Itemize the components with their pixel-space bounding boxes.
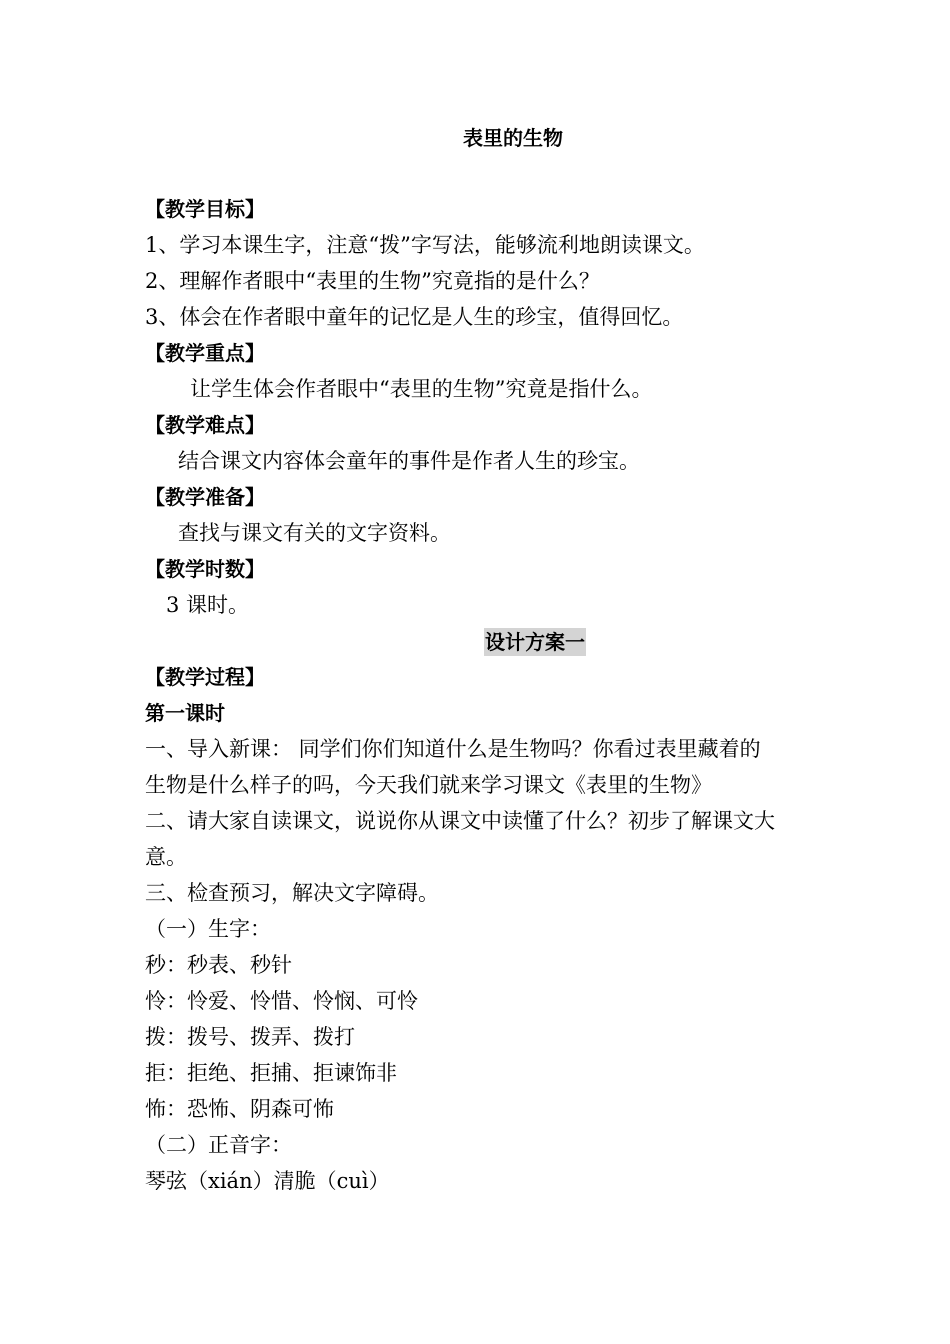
process-heading: 【教学过程】 bbox=[145, 665, 265, 689]
process-line-4: 意。 bbox=[145, 845, 187, 869]
key-point-heading: 【教学重点】 bbox=[145, 341, 265, 365]
process-line-8: 怜：怜爱、怜惜、怜悯、可怜 bbox=[145, 989, 418, 1013]
process-line-2: 生物是什么样子的吗，今天我们就来学习课文《表里的生物》 bbox=[145, 773, 712, 797]
difficulty-heading: 【教学难点】 bbox=[145, 413, 265, 437]
process-line-7: 秒：秒表、秒针 bbox=[145, 953, 292, 977]
process-line-11: 怖：恐怖、阴森可怖 bbox=[145, 1097, 334, 1121]
process-line-3: 二、请大家自读课文，说说你从课文中读懂了什么？初步了解课文大 bbox=[145, 809, 775, 833]
hours-heading: 【教学时数】 bbox=[145, 557, 265, 581]
process-line-10: 拒：拒绝、拒捕、拒谏饰非 bbox=[145, 1061, 397, 1085]
process-line-13: 琴弦（xián）清脆（cuì） bbox=[145, 1169, 390, 1193]
plan-title-row bbox=[0, 628, 950, 656]
process-line-1: 一、导入新课： 同学们你们知道什么是生物吗？你看过表里藏着的 bbox=[145, 737, 761, 761]
hours-text: 3 课时。 bbox=[166, 593, 250, 617]
process-line-5: 三、检查预习，解决文字障碍。 bbox=[145, 881, 439, 905]
key-point-text: 让学生体会作者眼中“表里的生物”究竟是指什么。 bbox=[190, 377, 653, 401]
goal-item-3: 3、体会在作者眼中童年的记忆是人生的珍宝，值得回忆。 bbox=[145, 305, 684, 329]
process-line-9: 拨：拨号、拨弄、拨打 bbox=[145, 1025, 355, 1049]
lesson-heading: 第一课时 bbox=[145, 701, 225, 725]
preparation-heading: 【教学准备】 bbox=[145, 485, 265, 509]
plan-title: 设计方案一 bbox=[485, 630, 585, 654]
goals-heading: 【教学目标】 bbox=[145, 197, 265, 221]
process-line-6: （一）生字： bbox=[145, 917, 271, 941]
goal-item-1: 1、学习本课生字，注意“拨”字写法，能够流利地朗读课文。 bbox=[145, 233, 705, 257]
goal-item-2: 2、理解作者眼中“表里的生物”究竟指的是什么？ bbox=[145, 269, 600, 293]
document-title: 表里的生物 bbox=[463, 126, 563, 150]
process-line-12: （二）正音字： bbox=[145, 1133, 292, 1157]
difficulty-text: 结合课文内容体会童年的事件是作者人生的珍宝。 bbox=[178, 449, 640, 473]
preparation-text: 查找与课文有关的文字资料。 bbox=[178, 521, 451, 545]
